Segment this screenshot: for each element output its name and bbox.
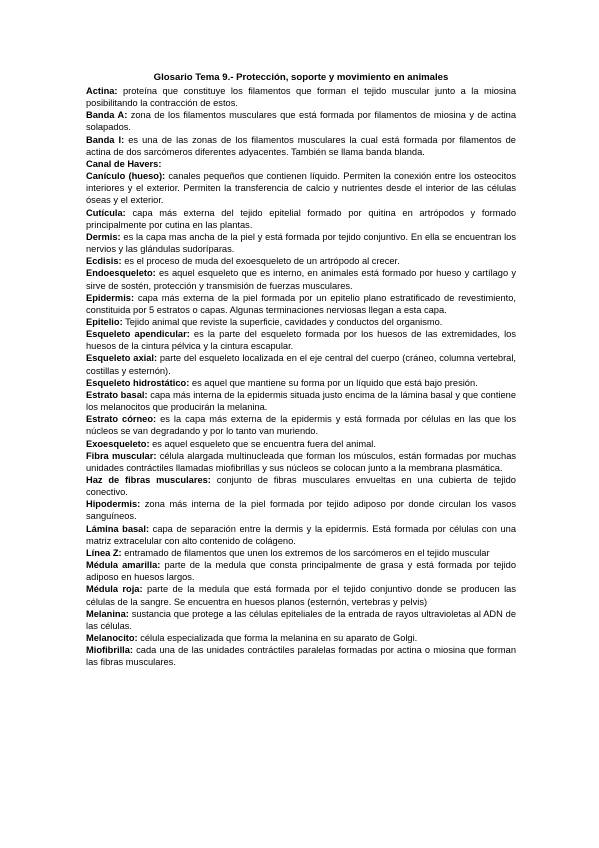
glossary-entry	[86, 207, 516, 231]
glossary-term: Hipodermis:	[86, 499, 141, 510]
glossary-term: Banda A:	[86, 110, 128, 121]
glossary-definition: capa más interna de la epidermis situada justo encima de la lámina basal y que contiene los melanocitos que producirán la melanina.	[86, 389, 516, 413]
glossary-definition: canales pequeños que contienen líquido. Permiten la conexión entre los osteocitos interiores y el exterior. Permiten la transferencia de calcio y nutrientes desde el interior de las células óseas y el exterior.	[86, 171, 516, 206]
glossary-definition: Tejido animal que reviste la superficie, cavidades y conductos del organismo.	[122, 316, 443, 327]
glossary-term: Actina:	[86, 86, 118, 96]
glossary-definition: capa más externa del tejido epitelial formado por quitina en artrópodos y formado principalmente por cutina en las plantas.	[86, 207, 516, 230]
glossary-term: Ecdisis:	[86, 256, 122, 267]
glossary-entry	[86, 523, 516, 547]
glossary-entry	[86, 644, 516, 668]
glossary-term: Canal de Havers:	[86, 158, 162, 169]
glossary-definition: es el proceso de muda del exoesqueleto de un artrópodo al crecer.	[121, 256, 400, 267]
glossary-term: Exoesqueleto:	[86, 438, 150, 449]
glossary-term: Epidermis:	[86, 292, 135, 303]
glossary-term: Dermis:	[86, 231, 121, 242]
glossary-definition: es la capa más externa de la epidermis y está formada por células en las que los núcleos se van degradando y por lo tanto van muriendo.	[86, 414, 516, 437]
glossary-entry	[86, 328, 516, 352]
glossary-definition: parte de la medula que consta principalmente de grasa y está formada por tejido adiposo en huesos largos.	[86, 560, 516, 583]
glossary-definition: es aquel que mantiene su forma por un líquido que está bajo presión.	[189, 377, 478, 388]
glossary-entry	[86, 377, 516, 389]
glossary-definition: cada una de las unidades contráctiles paralelas formadas por actina o miosina que forman las fibras musculares.	[86, 645, 516, 668]
glossary-entry	[86, 632, 516, 644]
glossary-definition: proteína que constituye los filamentos que forman el tejido muscular junto a la miosina posibilitando la contracción de estos.	[86, 86, 516, 109]
glossary-entry	[86, 170, 516, 206]
glossary-term: Estrato basal:	[86, 389, 148, 400]
glossary-definition: es aquel esqueleto que se encuentra fuera del animal.	[149, 438, 376, 449]
glossary-entry	[86, 450, 516, 474]
glossary-term: Esqueleto axial:	[86, 353, 158, 364]
glossary-definition: parte de la medula que está formada por el tejido conjuntivo donde se producen las células de la sangre. Se encuentra en huesos planos (esternón, vertebras y pelvis)	[86, 584, 516, 607]
glossary-definition: zona más interna de la piel formada por tejido adiposo por donde circulan los vasos sanguíneos.	[86, 499, 516, 522]
glossary-term: Melanocito:	[86, 633, 138, 644]
glossary-entry	[86, 109, 516, 133]
glossary-entry	[86, 413, 516, 437]
glossary-definition: es una de las zonas de los filamentos musculares la cual está formada por filamentos de actina de dos sarcómeros diferentes adyacentes. También se llama banda blanda.	[86, 134, 516, 157]
glossary-definition: es la capa mas ancha de la piel y está formada por tejido conjuntivo. En ella se encuentran los nervios y las glándulas sudoríparas.	[86, 231, 516, 255]
glossary-term: Línea Z:	[86, 547, 122, 558]
glossary-entry	[86, 255, 516, 267]
glossary-definition: célula especializada que forma la melanina en su aparato de Golgi.	[137, 633, 418, 644]
glossary-term: Miofibrilla:	[86, 645, 133, 656]
glossary-term: Médula roja:	[86, 584, 143, 595]
glossary-term: Cutícula:	[86, 207, 126, 218]
glossary-entry	[86, 559, 516, 583]
glossary-entry	[86, 85, 516, 109]
glossary-entry	[86, 134, 516, 158]
glossary-entry	[86, 267, 516, 291]
glossary-entry	[86, 547, 516, 559]
glossary-entry	[86, 158, 516, 170]
glossary-list	[86, 85, 516, 669]
glossary-definition: capa de separación entre la dermis y la epidermis. Está formada por células con una matriz extracelular con alto contenido de colágeno.	[86, 523, 516, 546]
glossary-entry	[86, 316, 516, 328]
glossary-term: Esqueleto hidrostático:	[86, 377, 190, 388]
glossary-definition: célula alargada multinucleada que forman los músculos, están formadas por muchas unidades contráctiles llamadas miofibrillas y sus núcleos se colocan junto a la membrana plasmática.	[86, 450, 517, 473]
glossary-term: Estrato córneo:	[86, 414, 157, 425]
glossary-term: Fibra muscular:	[86, 450, 157, 461]
glossary-definition: es aquel esqueleto que es interno, en animales está formado por hueso y cartílago y sirve de sostén, protección y transmisión de fuerzas musculares.	[86, 268, 516, 291]
glossary-term: Lámina basal:	[86, 523, 150, 534]
glossary-entry	[86, 438, 516, 450]
glossary-definition: sustancia que protege a las células epiteliales de la entrada de rayos ultravioletas al ADN de las células.	[86, 608, 516, 631]
glossary-entry	[86, 608, 516, 632]
glossary-entry	[86, 231, 516, 255]
glossary-definition: entramado de filamentos que unen los extremos de los sarcómeros en el tejido muscular	[121, 547, 490, 558]
glossary-entry	[86, 352, 516, 376]
glossary-entry	[86, 389, 516, 413]
glossary-definition: conjunto de fibras musculares envueltas en una cubierta de tejido conectivo.	[86, 475, 516, 498]
glossary-term: Melanina:	[86, 608, 129, 619]
glossary-definition: capa más externa de la piel formada por un epitelio plano estratificado de revestimiento, constituida por 5 estratos o capas. Algunas terminaciones nerviosas llegan a esta capa.	[86, 292, 516, 315]
glossary-term: Esqueleto apendicular:	[86, 329, 190, 340]
glossary-term: Médula amarilla:	[86, 560, 161, 571]
glossary-definition: zona de los filamentos musculares que está formada por filamentos de miosina y de actina solapados.	[86, 110, 516, 133]
glossary-entry	[86, 498, 516, 522]
glossary-term: Canículo (hueso):	[86, 171, 166, 182]
glossary-definition: parte del esqueleto localizada en el eje central del cuerpo (cráneo, columna vertebral, costillas y esternón).	[86, 353, 516, 376]
glossary-definition: es la parte del esqueleto formada por los huesos de las extremidades, los huesos de la cintura pélvica y la cintura escapular.	[86, 329, 516, 352]
glossary-term: Endoesqueleto:	[86, 268, 156, 279]
glossary-entry	[86, 292, 516, 316]
glossary-term: Haz de fibras musculares:	[86, 475, 211, 485]
glossary-term: Epitelio:	[86, 316, 123, 327]
glossary-term: Banda I:	[86, 134, 125, 145]
glossary-entry	[86, 583, 516, 607]
page-title: Glosario Tema 9.- Protección, soporte y movimiento en animales	[153, 72, 449, 83]
glossary-entry	[86, 474, 516, 498]
